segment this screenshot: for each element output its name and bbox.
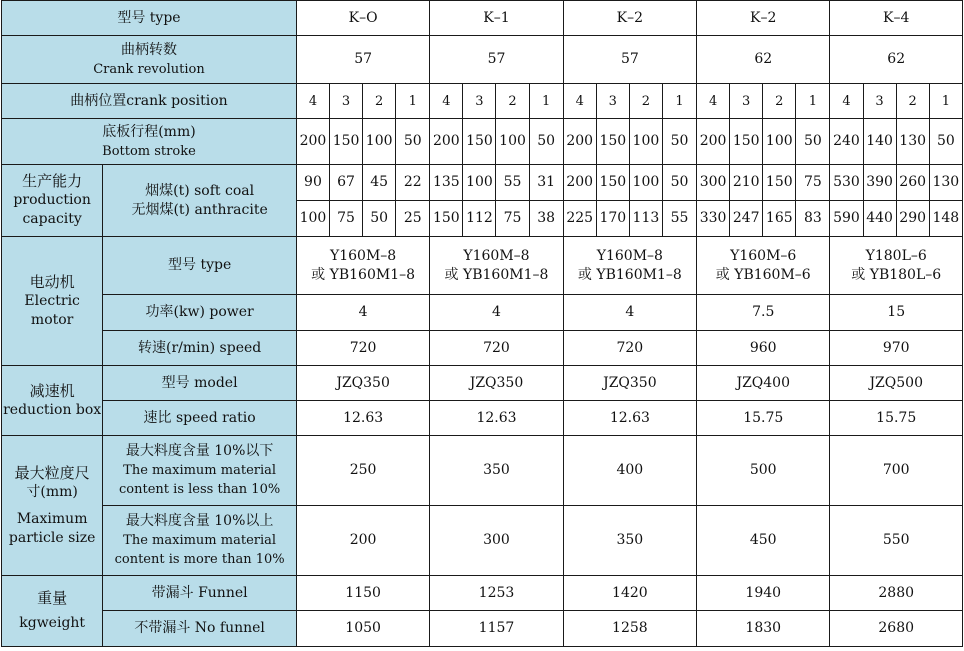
value-cell: 50 (662, 165, 696, 201)
group-electric-motor (2, 237, 103, 366)
value-cell: 22 (396, 165, 430, 201)
label-speed-ratio: 速比 speed ratio (103, 401, 297, 436)
value-cell: 100 (296, 201, 329, 237)
value-cell: 1 (662, 84, 696, 119)
group-cn: 寸(mm) (26, 483, 78, 500)
value-cell: 57 (296, 36, 429, 84)
value-cell: JZQ350 (563, 366, 696, 401)
group-cn: 重量 (37, 589, 68, 607)
value-cell: 300 (697, 165, 730, 201)
value-cell: 2 (629, 84, 662, 119)
value-cell: 720 (563, 331, 696, 366)
group-en: Electric (24, 292, 80, 309)
value-cell: 350 (563, 506, 696, 576)
label-cn: 最大料度含量 10%以上 (125, 513, 274, 529)
group-en: motor (30, 311, 74, 328)
value-cell: 3 (730, 84, 763, 119)
value-cell: 4 (563, 84, 596, 119)
value-cell: 75 (496, 201, 529, 237)
group-en: Maximum (16, 510, 88, 527)
value-cell: 400 (563, 436, 696, 506)
value-cell: 2 (496, 84, 529, 119)
value-cell: 113 (629, 201, 662, 237)
value-cell: 150 (596, 119, 629, 165)
value-cell: 3 (863, 84, 896, 119)
label-en: The maximum material (123, 463, 277, 478)
motor-model-alt: 或 YB160M1–8 (577, 266, 682, 283)
label-crank-revolution (2, 36, 297, 84)
group-cn: 电动机 (29, 272, 75, 291)
group-en: reduction box (3, 401, 102, 418)
motor-model-cell (563, 237, 696, 295)
value-cell: 1 (929, 84, 962, 119)
group-reduction-box (2, 366, 103, 436)
row-type (2, 1, 963, 36)
row-weight-funnel (2, 576, 963, 611)
value-cell: 38 (529, 201, 563, 237)
group-weight (2, 576, 103, 647)
value-cell: JZQ350 (430, 366, 563, 401)
value-cell: 3 (330, 84, 363, 119)
label-bottom-stroke (2, 119, 297, 165)
group-cn: 生产能力 (22, 172, 83, 190)
model-cell: K–2 (563, 1, 696, 36)
value-cell: 1 (529, 84, 563, 119)
value-cell: 200 (430, 119, 463, 165)
value-cell: 960 (697, 331, 830, 366)
value-cell: 590 (830, 201, 863, 237)
row-crank-position (2, 84, 963, 119)
value-cell: 62 (697, 36, 830, 84)
motor-model-line: Y160M–6 (730, 247, 797, 264)
label-en: content is less than 10% (119, 482, 281, 497)
group-en: capacity (22, 211, 82, 227)
value-cell: 200 (296, 506, 429, 576)
group-production-capacity (2, 165, 103, 237)
row-weight-no-funnel (2, 611, 963, 647)
value-cell: 12.63 (563, 401, 696, 436)
value-cell: 330 (697, 201, 730, 237)
value-cell: 350 (430, 436, 563, 506)
value-cell: 45 (363, 165, 396, 201)
label-crank-position: 曲柄位置crank position (2, 84, 297, 119)
value-cell: 1157 (430, 611, 563, 647)
value-cell: 530 (830, 165, 863, 201)
value-cell: 2 (896, 84, 929, 119)
value-cell: 130 (896, 119, 929, 165)
value-cell: 1258 (563, 611, 696, 647)
value-cell: 55 (496, 165, 529, 201)
row-motor-power (2, 295, 963, 331)
value-cell: 150 (763, 165, 796, 201)
value-cell: 100 (463, 165, 496, 201)
value-cell: 55 (662, 201, 696, 237)
value-cell: 135 (430, 165, 463, 201)
value-cell: 4 (697, 84, 730, 119)
row-reducer-model (2, 366, 963, 401)
value-cell: 100 (629, 165, 662, 201)
motor-model-alt: 或 YB160M1–8 (444, 266, 549, 283)
value-cell: JZQ350 (296, 366, 429, 401)
label-en: The maximum material (123, 533, 277, 548)
value-cell: 100 (496, 119, 529, 165)
row-crank-revolution (2, 36, 963, 84)
label-motor-type: 型号 type (103, 237, 297, 295)
value-cell: 7.5 (697, 295, 830, 331)
label-cn: 曲柄转数 (120, 41, 177, 58)
model-cell: K–1 (430, 1, 563, 36)
label-en: Bottom stroke (102, 143, 196, 159)
value-cell: 4 (430, 84, 463, 119)
label-particle-above (103, 506, 297, 576)
value-cell: 3 (463, 84, 496, 119)
value-cell: 4 (830, 84, 863, 119)
motor-model-cell (296, 237, 429, 295)
motor-model-cell (430, 237, 563, 295)
value-cell: 112 (463, 201, 496, 237)
value-cell: 700 (830, 436, 963, 506)
row-particle-below (2, 436, 963, 506)
motor-model-alt: 或 YB160M–6 (715, 266, 811, 283)
value-cell: 290 (896, 201, 929, 237)
value-cell: 240 (830, 119, 863, 165)
value-cell: 200 (563, 165, 596, 201)
value-cell: 90 (296, 165, 329, 201)
value-cell: 1420 (563, 576, 696, 611)
label-motor-power: 功率(kw) power (103, 295, 297, 331)
value-cell: 4 (296, 295, 429, 331)
value-cell: 150 (730, 119, 763, 165)
value-cell: JZQ500 (830, 366, 963, 401)
spec-table (1, 0, 963, 647)
value-cell: 170 (596, 201, 629, 237)
motor-model-line: Y160M–8 (330, 247, 397, 264)
value-cell: 15 (830, 295, 963, 331)
value-cell: 50 (396, 119, 430, 165)
label-with-funnel: 带漏斗 Funnel (103, 576, 297, 611)
value-cell: 100 (629, 119, 662, 165)
value-cell: 450 (697, 506, 830, 576)
row-particle-above (2, 506, 963, 576)
value-cell: 260 (896, 165, 929, 201)
model-cell: K–2 (697, 1, 830, 36)
value-cell: 25 (396, 201, 430, 237)
value-cell: 250 (296, 436, 429, 506)
label-reducer-model: 型号 model (103, 366, 297, 401)
value-cell: 150 (330, 119, 363, 165)
value-cell: 67 (330, 165, 363, 201)
row-capacity-soft-coal (2, 165, 963, 201)
label-soft-coal: 烟煤(t) soft coal (145, 182, 255, 199)
value-cell: 15.75 (830, 401, 963, 436)
value-cell: 50 (529, 119, 563, 165)
value-cell: 2680 (830, 611, 963, 647)
value-cell: 550 (830, 506, 963, 576)
motor-model-line: Y180L–6 (865, 247, 927, 264)
value-cell: 4 (296, 84, 329, 119)
motor-model-alt: 或 YB160M1–8 (311, 266, 416, 283)
value-cell: 3 (596, 84, 629, 119)
value-cell: 100 (363, 119, 396, 165)
value-cell: 210 (730, 165, 763, 201)
row-reducer-ratio (2, 401, 963, 436)
value-cell: 2880 (830, 576, 963, 611)
value-cell: 1 (796, 84, 830, 119)
group-max-particle-size (2, 436, 103, 576)
group-en: kgweight (19, 615, 86, 631)
value-cell: 50 (662, 119, 696, 165)
motor-model-line: Y160M–8 (596, 247, 663, 264)
motor-model-alt: 或 YB180L–6 (851, 266, 942, 283)
value-cell: 1050 (296, 611, 429, 647)
value-cell: 1 (396, 84, 430, 119)
value-cell: 83 (796, 201, 830, 237)
value-cell: 140 (863, 119, 896, 165)
value-cell: 150 (596, 165, 629, 201)
value-cell: 500 (697, 436, 830, 506)
label-cn: 底板行程(mm) (102, 123, 196, 140)
label-particle-below (103, 436, 297, 506)
value-cell: 148 (929, 201, 962, 237)
value-cell: 57 (430, 36, 563, 84)
group-cn: 减速机 (29, 381, 75, 400)
value-cell: 440 (863, 201, 896, 237)
group-en: particle size (8, 529, 96, 546)
row-motor-type (2, 237, 963, 295)
model-cell: K–4 (830, 1, 963, 36)
value-cell: 390 (863, 165, 896, 201)
value-cell: 1150 (296, 576, 429, 611)
value-cell: 75 (330, 201, 363, 237)
label-en: content is more than 10% (114, 552, 285, 567)
value-cell: 720 (430, 331, 563, 366)
group-cn: 最大粒度尺 (14, 463, 90, 482)
value-cell: 50 (929, 119, 962, 165)
value-cell: 12.63 (296, 401, 429, 436)
label-motor-speed: 转速(r/min) speed (103, 331, 297, 366)
label-no-funnel: 不带漏斗 No funnel (103, 611, 297, 647)
value-cell: 970 (830, 331, 963, 366)
value-cell: 4 (563, 295, 696, 331)
label-anthracite: 无烟煤(t) anthracite (131, 201, 268, 218)
motor-model-line: Y160M–8 (463, 247, 530, 264)
value-cell: 50 (363, 201, 396, 237)
motor-model-cell (830, 237, 963, 295)
value-cell: 57 (563, 36, 696, 84)
value-cell: 62 (830, 36, 963, 84)
motor-model-cell (697, 237, 830, 295)
value-cell: 200 (296, 119, 329, 165)
value-cell: 2 (363, 84, 396, 119)
value-cell: 720 (296, 331, 429, 366)
value-cell: 200 (563, 119, 596, 165)
value-cell: 247 (730, 201, 763, 237)
value-cell: 31 (529, 165, 563, 201)
value-cell: 225 (563, 201, 596, 237)
label-en: Crank revolution (93, 61, 205, 77)
value-cell: 1253 (430, 576, 563, 611)
model-cell: K–O (296, 1, 429, 36)
row-bottom-stroke (2, 119, 963, 165)
value-cell: 300 (430, 506, 563, 576)
value-cell: 100 (763, 119, 796, 165)
value-cell: 150 (430, 201, 463, 237)
value-cell: 200 (697, 119, 730, 165)
value-cell: 1830 (697, 611, 830, 647)
value-cell: 15.75 (697, 401, 830, 436)
label-cn: 最大料度含量 10%以下 (125, 443, 274, 459)
value-cell: 4 (430, 295, 563, 331)
value-cell: 2 (763, 84, 796, 119)
value-cell: 1940 (697, 576, 830, 611)
value-cell: 165 (763, 201, 796, 237)
row-motor-speed (2, 331, 963, 366)
value-cell: 75 (796, 165, 830, 201)
value-cell: JZQ400 (697, 366, 830, 401)
value-cell: 50 (796, 119, 830, 165)
group-en: production (13, 192, 91, 208)
label-type: 型号 type (2, 1, 297, 36)
label-coal-types (103, 165, 297, 237)
value-cell: 12.63 (430, 401, 563, 436)
value-cell: 150 (463, 119, 496, 165)
value-cell: 130 (929, 165, 962, 201)
